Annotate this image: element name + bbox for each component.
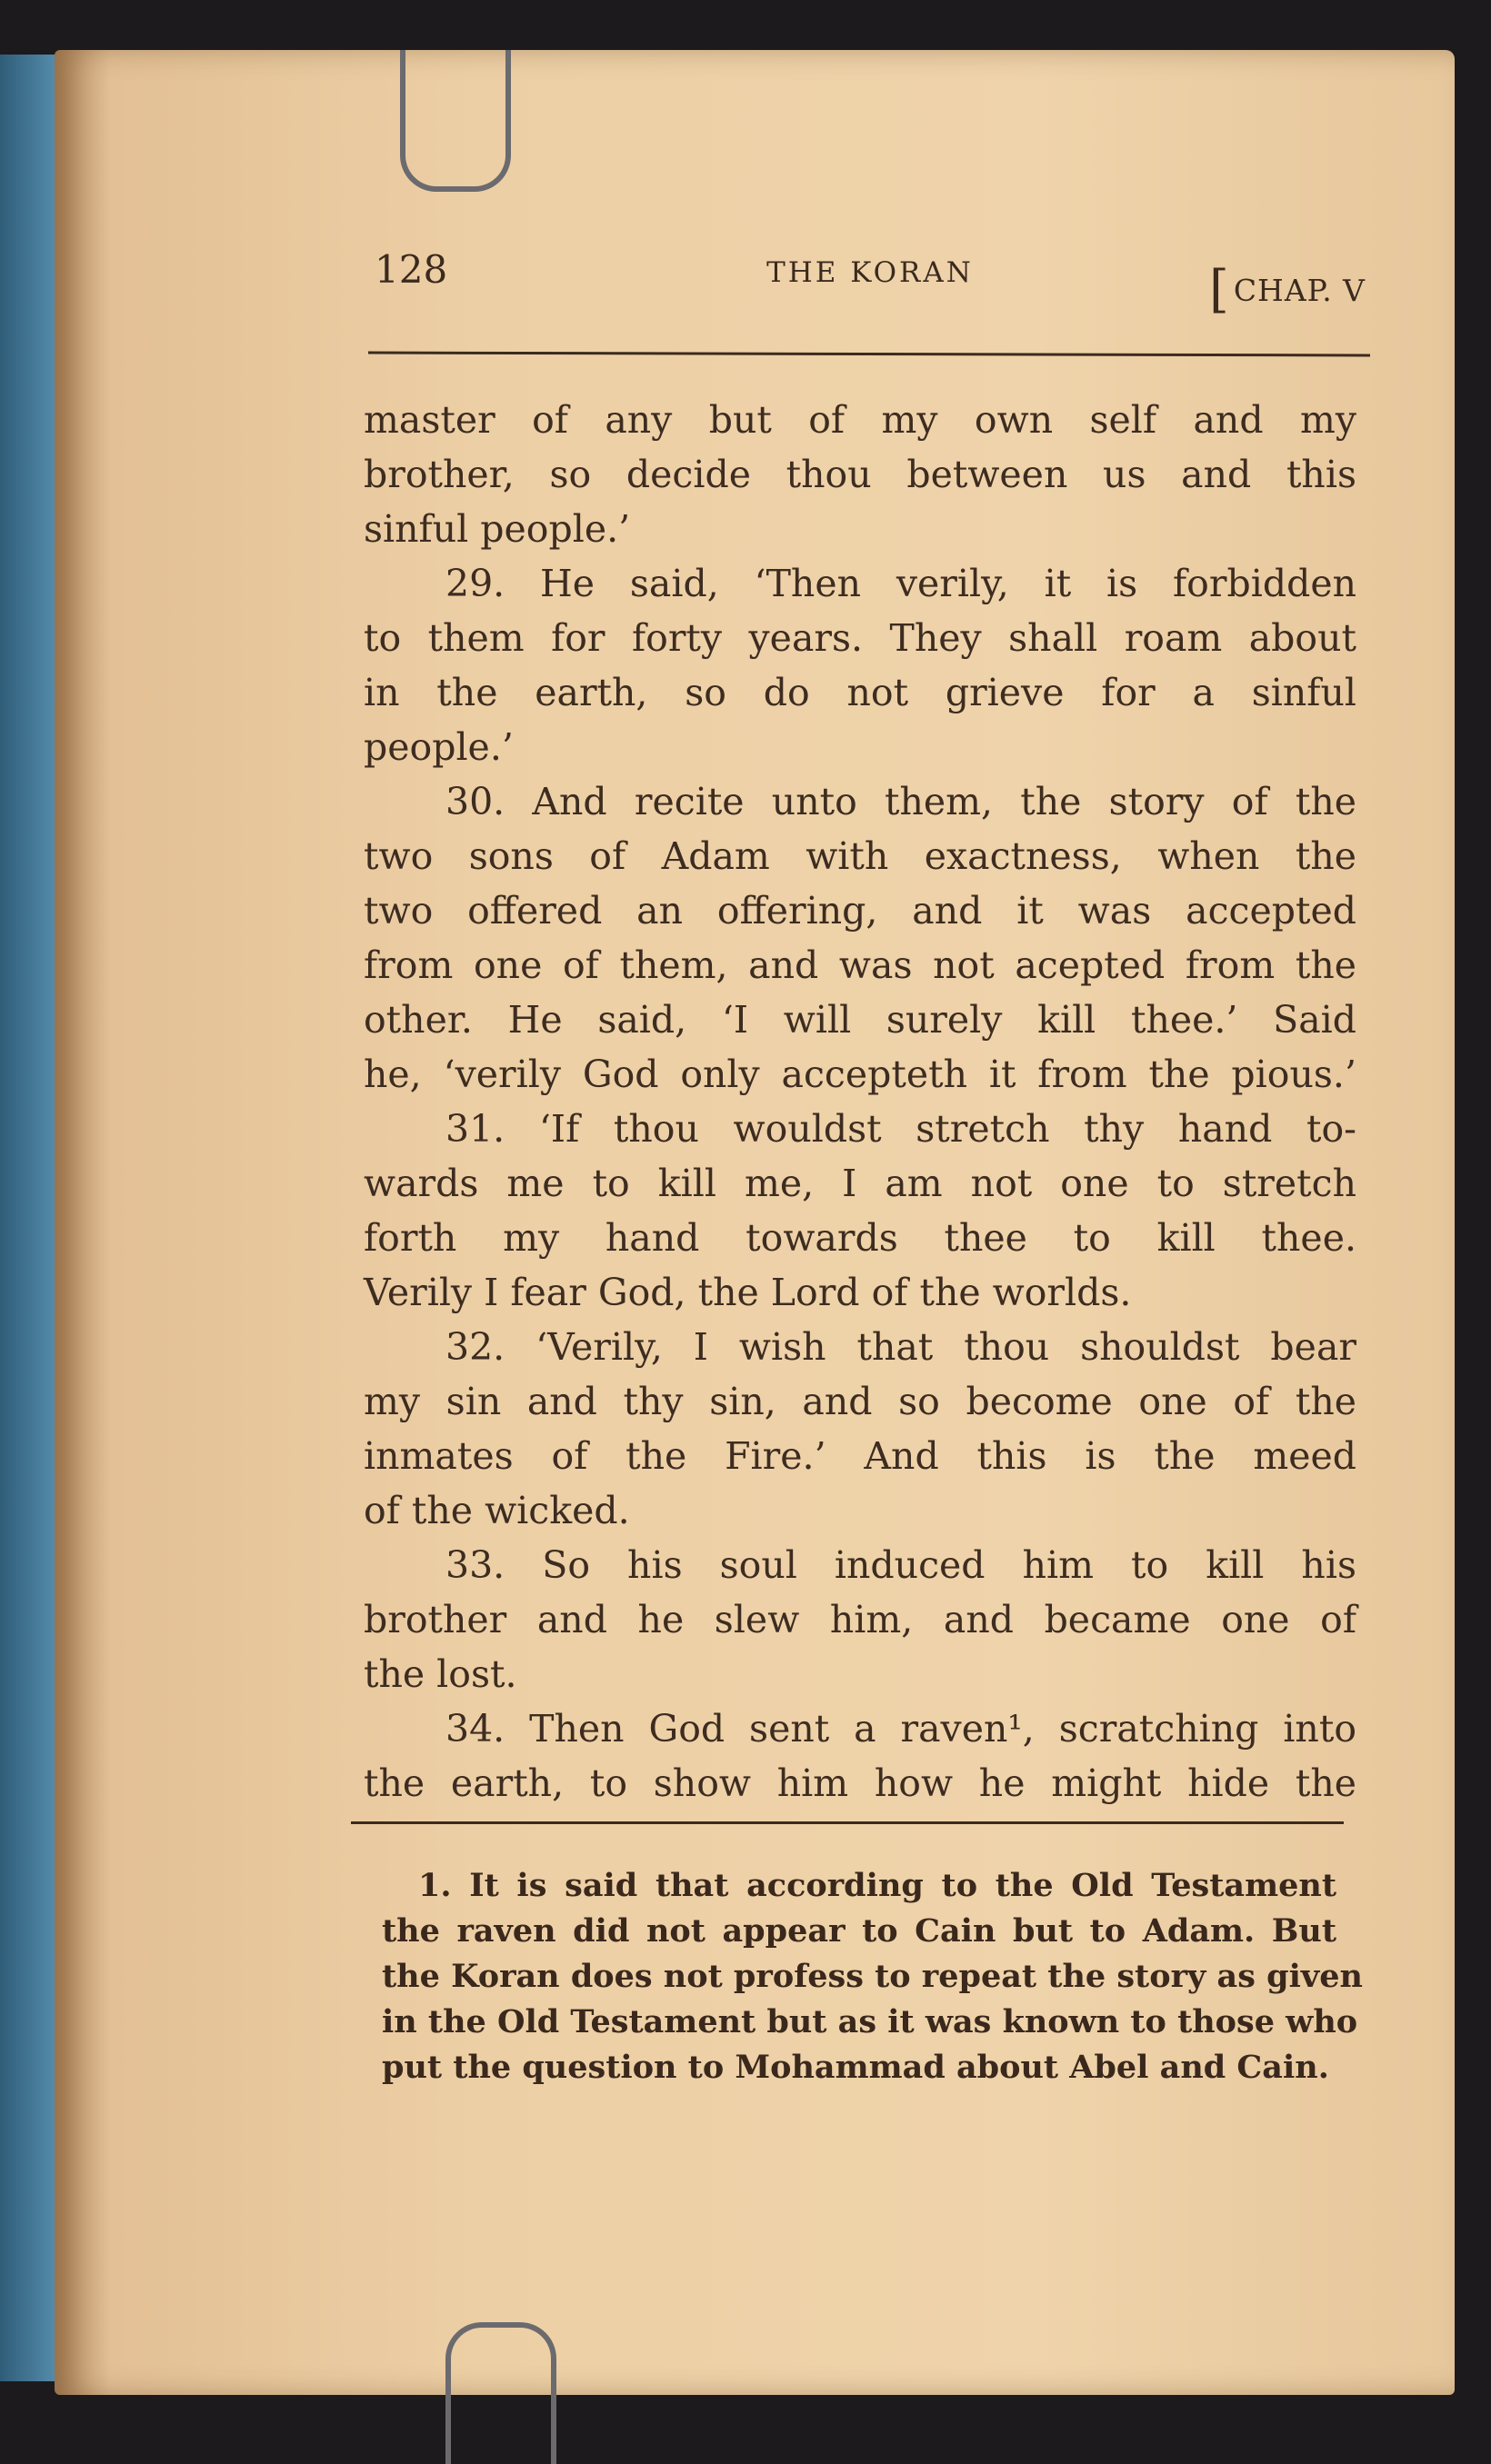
text-line: sinful people.’ (364, 507, 631, 551)
footnote-line: put the question to Mohammad about Abel and Cain. (382, 2049, 1329, 2086)
text-line: brother, so decide thou between us and this (364, 453, 1356, 496)
text-line: of the wicked. (364, 1489, 630, 1532)
text-line: from one of them, and was not acepted from the (364, 943, 1356, 987)
text-line: other. He said, ‘I will surely kill thee.’ Said (364, 998, 1356, 1042)
text-line: forth my hand towards thee to kill thee. (364, 1216, 1356, 1260)
footnote-rule (351, 1821, 1344, 1824)
running-header (375, 247, 1366, 319)
text-line: two sons of Adam with exactness, when the (364, 834, 1356, 878)
chapter-text: CHAP. V (1233, 273, 1366, 308)
footnote (382, 1863, 1363, 2090)
chapter-label (1208, 254, 1366, 319)
text-line: the earth, to show him how he might hide the (364, 1761, 1356, 1805)
text-line: 31. ‘If thou wouldst stretch thy hand to- (445, 1107, 1356, 1151)
text-line: 33. So his soul induced him to kill his (445, 1543, 1356, 1587)
footnote-line: 1. It is said that according to the Old Testament (418, 1867, 1336, 1904)
body-text (364, 393, 1356, 1811)
text-line: 30. And recite unto them, the story of the (445, 780, 1356, 823)
text-line: in the earth, so do not grieve for a sinful (364, 671, 1356, 714)
text-line: 32. ‘Verily, I wish that thou shouldst bear (445, 1325, 1356, 1369)
text-line: he, ‘verily God only accepteth it from the pious.’ (364, 1052, 1356, 1096)
text-line: wards me to kill me, I am not one to stretch (364, 1162, 1356, 1205)
footnote-line: the Koran does not profess to repeat the story as given (382, 1958, 1363, 1995)
footnote-line: in the Old Testament but as it was known to those who (382, 2003, 1358, 2040)
page-clip-bottom (445, 2322, 556, 2464)
text-line: inmates of the Fire.’ And this is the meed (364, 1434, 1356, 1478)
text-line: people.’ (364, 725, 514, 769)
text-line: two offered an offering, and it was accepted (364, 889, 1356, 933)
footnote-line: the raven did not appear to Cain but to Adam. But (382, 1912, 1336, 1950)
page-number: 128 (375, 247, 448, 292)
text-line: master of any but of my own self and my (364, 398, 1356, 442)
text-line: Verily I fear God, the Lord of the worlds. (364, 1271, 1132, 1314)
chapter-bracket: [ (1208, 260, 1230, 319)
page-clip-top (400, 50, 511, 192)
text-line: the lost. (364, 1652, 517, 1696)
text-line: 34. Then God sent a raven¹, scratching into (445, 1707, 1356, 1751)
text-line: to them for forty years. They shall roam about (364, 616, 1356, 660)
running-title: THE KORAN (766, 256, 974, 289)
text-line: brother and he slew him, and became one of (364, 1598, 1356, 1641)
text-line: my sin and thy sin, and so become one of the (364, 1380, 1356, 1423)
text-line: 29. He said, ‘Then verily, it is forbidden (445, 562, 1356, 605)
